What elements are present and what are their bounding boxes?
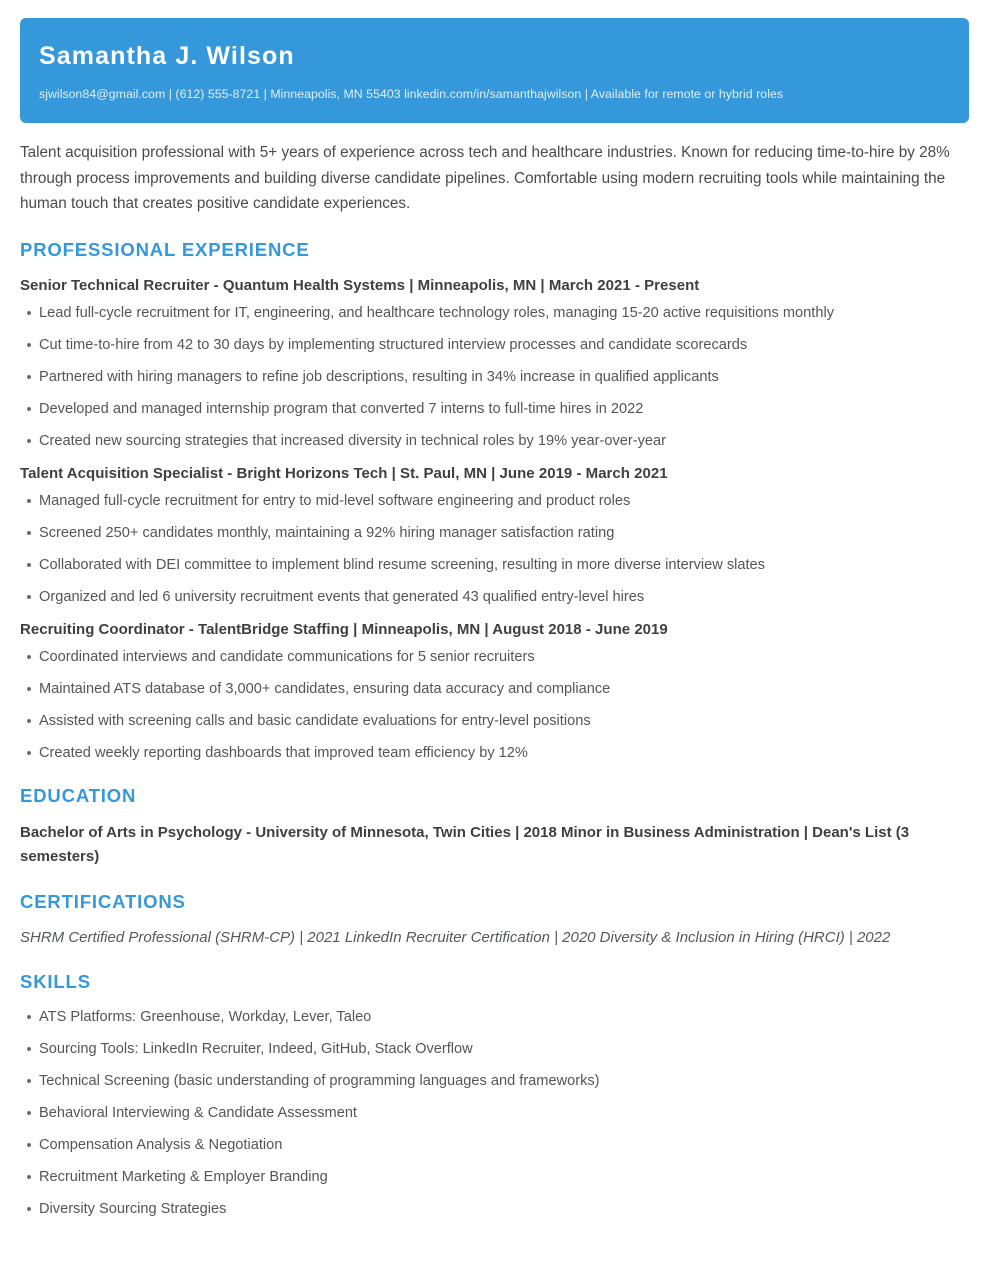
job-bullet: Organized and led 6 university recruitment events that generated 43 qualified entry-level hires <box>20 587 969 607</box>
skill-item: Sourcing Tools: LinkedIn Recruiter, Indeed, GitHub, Stack Overflow <box>20 1039 969 1059</box>
education-entry: Bachelor of Arts in Psychology - University of Minnesota, Twin Cities | 2018 Minor in Business Administration | Dean's List (3 semesters) <box>20 823 910 865</box>
certifications-entry: SHRM Certified Professional (SHRM-CP) | 2021 LinkedIn Recruiter Certification | 2020 Diversity & Inclusion in Hiring (HRCI) | 2022 <box>20 928 891 946</box>
job-bullet: Managed full-cycle recruitment for entry to mid-level software engineering and product roles <box>20 491 969 511</box>
job-bullet: Maintained ATS database of 3,000+ candidates, ensuring data accuracy and compliance <box>20 679 969 699</box>
job-bullet: Screened 250+ candidates monthly, maintaining a 92% hiring manager satisfaction rating <box>20 523 969 543</box>
skill-item: Compensation Analysis & Negotiation <box>20 1135 969 1155</box>
experience-entry <box>20 275 969 451</box>
job-heading: Senior Technical Recruiter - Quantum Health Systems | Minneapolis, MN | March 2021 - Present <box>20 276 700 294</box>
job-bullet: Assisted with screening calls and basic candidate evaluations for entry-level positions <box>20 711 969 731</box>
contact-info-line: sjwilson84@gmail.com | (612) 555-8721 | Minneapolis, MN 55403 linkedin.com/in/samanthajwilson | Available for remote or hybrid roles <box>39 87 784 101</box>
job-bullet: Partnered with hiring managers to refine job descriptions, resulting in 34% increase in qualified applicants <box>20 367 969 387</box>
section-title-certifications: CERTIFICATIONS <box>20 890 186 912</box>
job-bullet: Created new sourcing strategies that increased diversity in technical roles by 19% year-over-year <box>20 431 969 451</box>
job-bullet: Developed and managed internship program that converted 7 interns to full-time hires in 2022 <box>20 399 969 419</box>
section-title-education: EDUCATION <box>20 784 137 806</box>
section-experience <box>20 239 969 763</box>
section-education <box>20 785 969 869</box>
skill-item: Behavioral Interviewing & Candidate Assessment <box>20 1103 969 1123</box>
skill-item: ATS Platforms: Greenhouse, Workday, Lever, Taleo <box>20 1007 969 1027</box>
skill-item: Technical Screening (basic understanding of programming languages and frameworks) <box>20 1071 969 1091</box>
resume-content <box>20 140 969 1231</box>
section-skills <box>20 971 969 1219</box>
job-bullet: Coordinated interviews and candidate communications for 5 senior recruiters <box>20 647 969 667</box>
job-bullet-list <box>20 303 969 451</box>
job-heading: Talent Acquisition Specialist - Bright Horizons Tech | St. Paul, MN | June 2019 - March 2021 <box>20 464 668 482</box>
section-title-experience: PROFESSIONAL EXPERIENCE <box>20 238 310 260</box>
skill-item: Diversity Sourcing Strategies <box>20 1199 969 1219</box>
professional-summary: Talent acquisition professional with 5+ years of experience across tech and healthcare industries. Known for reducing time-to-hire by 28% through process improvements and building diverse candidate pipelines. Comfortable using modern recruiting tools while maintaining the human touch that creates positive candidate experiences. <box>20 144 950 212</box>
job-bullet-list <box>20 647 969 763</box>
job-bullet: Lead full-cycle recruitment for IT, engineering, and healthcare technology roles, managing 15-20 active requisitions monthly <box>20 303 969 323</box>
candidate-name: Samantha J. Wilson <box>39 42 295 70</box>
job-bullet-list <box>20 491 969 607</box>
job-bullet: Created weekly reporting dashboards that improved team efficiency by 12% <box>20 743 969 763</box>
job-bullet: Cut time-to-hire from 42 to 30 days by implementing structured interview processes and candidate scorecards <box>20 335 969 355</box>
resume-header-banner <box>20 18 969 123</box>
skill-item: Recruitment Marketing & Employer Branding <box>20 1167 969 1187</box>
experience-entry <box>20 463 969 607</box>
section-title-skills: SKILLS <box>20 970 91 992</box>
section-certifications <box>20 891 969 949</box>
job-heading: Recruiting Coordinator - TalentBridge Staffing | Minneapolis, MN | August 2018 - June 2019 <box>20 620 668 638</box>
skills-list <box>20 1007 969 1219</box>
job-bullet: Collaborated with DEI committee to implement blind resume screening, resulting in more diverse interview slates <box>20 555 969 575</box>
experience-entry <box>20 619 969 763</box>
